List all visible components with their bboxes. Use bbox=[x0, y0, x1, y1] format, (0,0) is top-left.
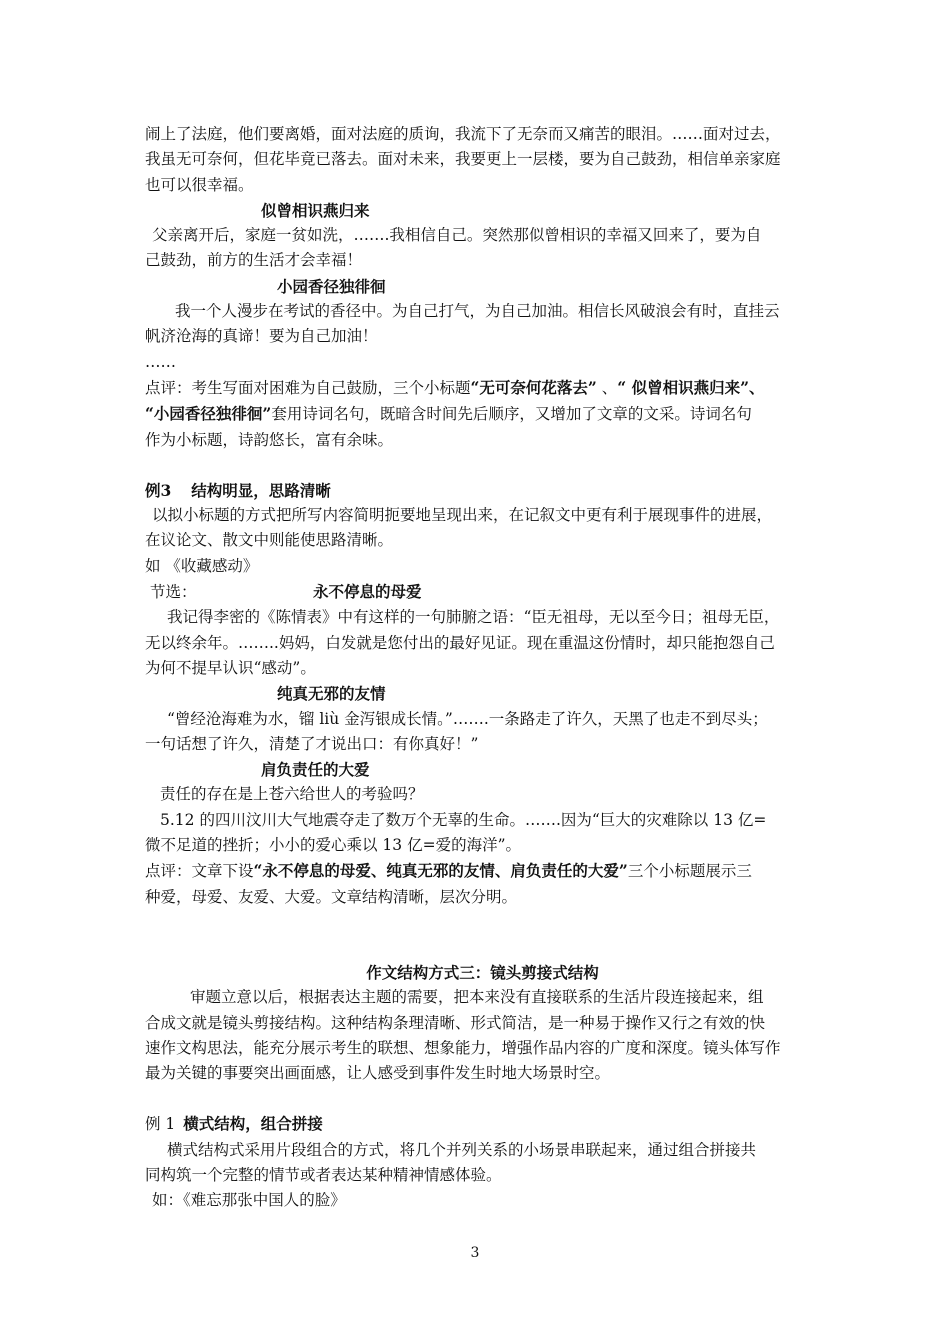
paragraph-line: 5.12 的四川汶川大气地震夺走了数万个无辜的生命。…….因为“巨大的灾难除以 13 亿= bbox=[160, 810, 767, 829]
subtitle-yan-gui-lai: 似曾相识燕归来 bbox=[261, 200, 370, 220]
example-heading bbox=[145, 1111, 810, 1137]
subtitle-great-love: 肩负责任的大爱 bbox=[261, 760, 370, 780]
paragraph-line: 帆济沧海的真谛！要为自己加油！ bbox=[145, 327, 378, 346]
subtitle-xiao-yuan: 小园香径独徘徊 bbox=[277, 276, 386, 296]
comment-text: 套用诗词名句，既暗含时间先后顺序，又增加了文章的文采。诗词名句 bbox=[271, 405, 752, 424]
subtitle-friendship: 纯真无邪的友情 bbox=[277, 684, 386, 704]
paragraph-line: 同构筑一个完整的情节或者表达某种精神情感体验。 bbox=[145, 1165, 502, 1184]
paragraph-line: 闹上了法庭，他们要离婚，面对法庭的质询，我流下了无奈而又痛苦的眼泪。……面对过去， bbox=[145, 125, 781, 143]
paragraph-line: “曾经沧海难为水，镏 liù 金泻银成长情。”…….一条路走了许久，天黑了也走不到尽头； bbox=[167, 709, 768, 728]
example-label: 例 1 bbox=[145, 1115, 176, 1134]
paragraph-line: 如：《难忘那张中国人的脸》 bbox=[152, 1191, 346, 1210]
paragraph-line: 我虽无可奈何，但花毕竟已落去。面对未来，我要更上一层楼，要为自己鼓劲，相信单亲家庭 bbox=[145, 150, 781, 169]
paragraph-line: 横式结构式采用片段组合的方式，将几个并列关系的小场景串联起来，通过组合拼接共 bbox=[167, 1140, 757, 1159]
paragraph-line: 审题立意以后，根据表达主题的需要，把本来没有直接联系的生活片段连接起来，组 bbox=[190, 988, 764, 1007]
comment-highlight: “无可奈何花落去” bbox=[470, 377, 597, 397]
paragraph-line: 以拟小标题的方式把所写内容简明扼要地呈现出来，在记叙文中更有利于展现事件的进展， bbox=[152, 506, 773, 525]
paragraph-line: 最为关键的事要突出画面感，让人感受到事件发生时地大场景时空。 bbox=[145, 1064, 611, 1083]
page-number: 3 bbox=[470, 1245, 480, 1261]
paragraph-line: 如 《收藏感动》 bbox=[145, 556, 259, 575]
paragraph-line: 在议论文、散文中则能使思路清晰。 bbox=[145, 531, 394, 550]
paragraph-line: 责任的存在是上苍六给世人的考验吗？ bbox=[160, 785, 424, 804]
comment-line: 作为小标题，诗韵悠长，富有余味。 bbox=[145, 430, 394, 449]
comment-line bbox=[145, 375, 810, 401]
comment-highlight: “ 似曾相识燕归来”、 bbox=[617, 377, 765, 397]
paragraph-line: 为何不提早认识“感动”。 bbox=[145, 658, 316, 677]
comment-text: 、 bbox=[596, 378, 618, 397]
comment-text: 点评：文章下设 bbox=[145, 862, 254, 881]
paragraph-line: 我记得李密的《陈情表》中有这样的一句肺腑之语：“臣无祖母，无以至今日；祖母无臣， bbox=[167, 608, 780, 627]
paragraph-line: 父亲离开后，家庭一贫如洗，…….我相信自己。突然那似曾相识的幸福又回来了，要为自 bbox=[152, 226, 762, 245]
paragraph-line: 我一个人漫步在考试的香径中。为自己打气，为自己加油。相信长风破浪会有时，直挂云 bbox=[175, 302, 780, 321]
comment-text: 三个小标题展示三 bbox=[627, 862, 752, 881]
excerpt-line bbox=[145, 579, 810, 605]
section-title: 作文结构方式三：镜头剪接式结构 bbox=[366, 962, 599, 982]
paragraph-line: 无以终余年。……..妈妈，白发就是您付出的最好见证。现在重温这份情时，却只能抱怨自己 bbox=[145, 633, 775, 652]
example-title: 结构明显，思路清晰 bbox=[191, 480, 331, 500]
ellipsis: …… bbox=[145, 352, 176, 371]
example-heading bbox=[145, 478, 810, 503]
comment-line: 种爱，母爱、友爱、大爱。文章结构清晰，层次分明。 bbox=[145, 887, 518, 906]
example-title: 横式结构，组合拼接 bbox=[183, 1114, 323, 1134]
comment-highlight: “永不停息的母爱、纯真无邪的友情、肩负责任的大爱” bbox=[253, 861, 628, 881]
comment-line bbox=[145, 858, 810, 884]
paragraph-line: 微不足道的挫折；小小的爱心乘以 13 亿=爱的海洋”。 bbox=[145, 836, 521, 855]
page-content bbox=[145, 122, 810, 1214]
paragraph-line: 己鼓劲，前方的生活才会幸福！ bbox=[145, 251, 363, 270]
comment-highlight: “小园香径独徘徊” bbox=[145, 404, 272, 424]
paragraph-line: 合成文就是镜头剪接结构。这种结构条理清晰、形式简洁，是一种易于操作又行之有效的快 bbox=[145, 1013, 766, 1032]
subtitle-mother-love: 永不停息的母爱 bbox=[313, 582, 422, 602]
comment-text: 点评：考生写面对困难为自己鼓励，三个小标题 bbox=[145, 378, 471, 397]
paragraph-line: 也可以很幸福。 bbox=[145, 175, 254, 194]
excerpt-label: 节选： bbox=[150, 583, 197, 602]
example-label: 例3 bbox=[145, 480, 172, 500]
paragraph-line: 速作文构思法，能充分展示考生的联想、想象能力，增强作品内容的广度和深度。镜头体写作 bbox=[145, 1038, 781, 1057]
comment-line bbox=[145, 401, 810, 427]
paragraph-line: 一句话想了许久，清楚了才说出口：有你真好！” bbox=[145, 734, 479, 753]
